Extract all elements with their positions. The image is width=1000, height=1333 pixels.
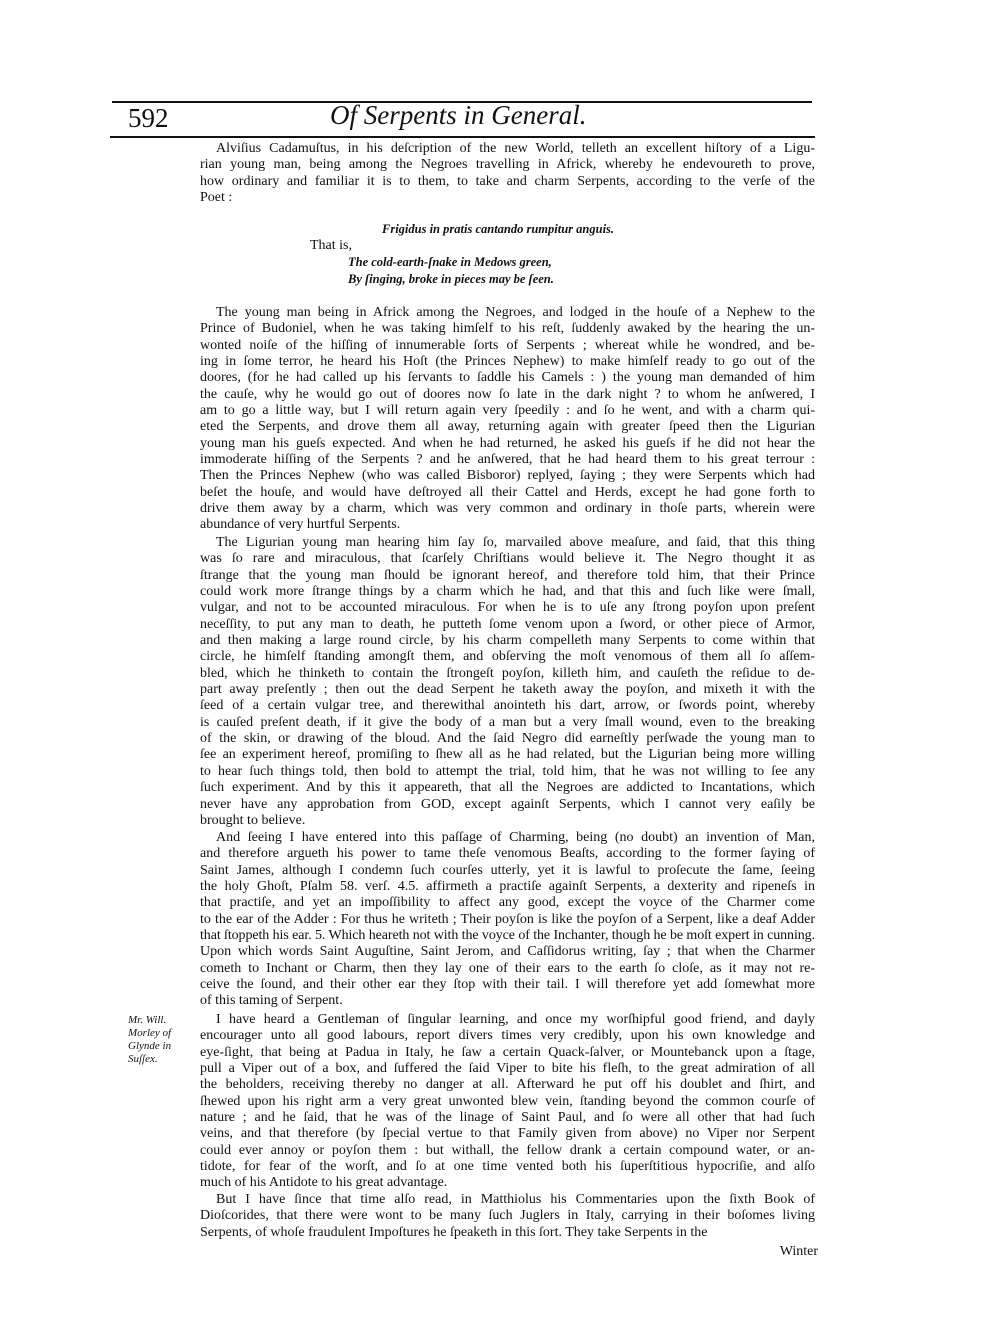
- page-number: 592: [128, 103, 169, 133]
- text-line: drive them away by a charm, which was very common and ordinary in thoſe parts, wherein were: [200, 501, 815, 517]
- text-line: much of his Antidote to his great advantage.: [200, 1175, 448, 1191]
- marginal-note-line: Glynde in: [128, 1040, 172, 1052]
- body-paragraph: [200, 830, 815, 1010]
- text-line: how ordinary and familiar it is to them, to take and charm Serpents, according to the verſe of the: [200, 173, 815, 189]
- text-line: and therefore argueth his power to tame theſe venomous Beaſts, according to the former ſaying of: [200, 846, 815, 862]
- text-line: brought to believe.: [200, 812, 306, 828]
- text-line: to hear ſuch things told, then bold to attempt the trial, told him, that he was not willing to ſee any: [200, 763, 815, 779]
- text-line: But I have ſince that time alſo read, in Matthiolus his Commentaries upon the ſixth Book of: [216, 1192, 815, 1207]
- body-paragraph: [200, 1012, 815, 1192]
- header-rule: [110, 136, 815, 138]
- text-line: the cauſe, why he would go out of doores now ſo late in the dark night ? to whom he anſwered, I: [200, 386, 815, 402]
- text-line: Poet :: [200, 190, 233, 206]
- text-line: and then making a large round circle, by his charm compelleth many Serpents to come within that: [200, 633, 815, 649]
- text-line: immoderate hiſſing of the Serpents ? and he anſwered, that he had heard them to his great terrour :: [200, 452, 815, 468]
- text-line: of the skin, or drawing of the bloud. And the ſaid Negro did earneſtly perſwade the young man to: [200, 731, 815, 747]
- text-line: Dioſcorides, that there were wont to be many ſuch Juglers in Italy, carrying in their boſomes living: [200, 1208, 815, 1224]
- body-paragraph: [200, 305, 815, 534]
- text-line: pull a Viper out of a box, and ſuffered the ſaid Viper to bite his fleſh, to the great admiration of all: [200, 1061, 815, 1077]
- poem-line-1: The cold-earth-ſnake in Medows green,: [348, 255, 552, 269]
- text-line: neceſſity, to put any man to death, he putteth ſome venom upon a ſword, or other piece of Armor,: [200, 616, 815, 632]
- text-line: the holy Ghoſt, Pſalm 58. verſ. 4.5. affirmeth a practiſe againſt Serpents, a dexterity and ripeneſs in: [200, 879, 815, 895]
- text-line: ſuch experiment. And by this it appeareth, that all the Negroes are addicted to Incantations, which: [200, 780, 815, 796]
- text-line: vulgar, and not to be accounted miraculous. For when he is to uſe any ſtrong poyſon upon preſent: [200, 600, 815, 616]
- text-line: nature ; and he ſaid, that he was of the linage of Saint Paul, and ſo were all other that had ſuch: [200, 1110, 815, 1126]
- text-line: ing in ſome terror, he heard his Hoſt (the Princes Nephew) to make himſelf ready to go out of the: [200, 354, 815, 370]
- text-line: I have heard a Gentleman of ſingular learning, and once my worſhipful good friend, and dayly: [216, 1012, 815, 1027]
- poem-line-2: By ſinging, broke in pieces may be ſeen.: [348, 272, 554, 286]
- text-line: The young man being in Africk among the Negroes, and lodged in the houſe of a Nephew to the: [216, 305, 815, 320]
- body-paragraph: [200, 1192, 815, 1241]
- text-line: of this taming of Serpent.: [200, 993, 343, 1009]
- text-line: that ſtoppeth his ear. 5. Which heareth not with the voyce of the Inchanter, though he be moſt expert in cunning.: [200, 928, 815, 944]
- body-paragraph: [200, 535, 815, 829]
- catchword: Winter: [779, 1244, 818, 1259]
- text-line: eye-ſight, that being at Padua in Italy, he ſaw a certain Quack-ſalver, or Mountebanck upon a ſtage,: [200, 1044, 815, 1060]
- text-line: is cauſed preſent death, if it give the body of a man but a very ſmall wound, even to the breaking: [200, 714, 815, 730]
- text-line: encourager unto all good labours, report divers times very credibly, upon his own knowledge and: [200, 1028, 815, 1044]
- text-line: ſhewed upon his right arm a very great unwonted blew vein, ſtanding beyond the common courſe of: [200, 1093, 815, 1109]
- text-line: Prince of Budoniel, when he was taking himſelf to his reſt, ſuddenly awaked by the hearing the un-: [200, 321, 815, 337]
- poem-that-is: That is,: [310, 238, 352, 253]
- text-line: bled, which he thinketh to contain the ſtrongeſt poyſon, killeth him, and cauſeth the reſidue to de-: [200, 665, 815, 681]
- text-line: ſtrange that the young man ſhould be ignorant hereof, and therefore told him, that their Prince: [200, 567, 815, 583]
- text-line: never have any approbation from GOD, except againſt Serpents, which I cannot very eaſily be: [200, 796, 815, 812]
- text-line: circle, he himſelf ſtanding amongſt them, and obſerving the moſt venomous of them all ſo aſſem-: [200, 649, 815, 665]
- text-line: young man his gueſs expected. And when he had returned, he asked his gueſs if he did not hear the: [200, 435, 815, 451]
- text-line: that practiſe, and yet an impoſſibility to affect any good, except the voyce of the Charmer come: [200, 895, 815, 911]
- text-line: was ſo rare and miraculous, that ſcarſely Chriſtians would believe it. The Negro thought it as: [200, 551, 815, 567]
- text-line: ſee an experiment hereof, promiſing to ſhew all as he had related, but the Ligurian being more willing: [200, 747, 815, 763]
- text-line: am to go a little way, but I will return again very ſpeedily : and ſo he went, and with a charm qui-: [200, 403, 815, 419]
- text-line: abundance of very hurtful Serpents.: [200, 517, 401, 533]
- text-line: eted the Serpents, and drove them all away, returning again with greater ſpeed then the Ligurian: [200, 419, 815, 435]
- text-line: ſeed of a certain vulgar tree, and therewithal anointeth his dart, arrow, or ſwords point, whereby: [200, 698, 815, 714]
- text-line: the beholders, receiving thereby no danger at all. Afterward he put off his doublet and ſhirt, and: [200, 1077, 815, 1093]
- page-title: Of Serpents in General.: [330, 100, 587, 130]
- text-line: Alviſius Cadamuſtus, in his deſcription of the new World, telleth an excellent hiſtory of a Ligu-: [216, 141, 815, 156]
- text-line: beſet the houſe, and would have deſtroyed all their Cattel and Herds, except he had gone forth to: [200, 484, 815, 500]
- text-line: The Ligurian young man hearing him ſay ſo, marvailed above meaſure, and ſaid, that this thing: [216, 535, 815, 550]
- text-line: doores, (for he had called up his ſervants to ſaddle his Camels : ) the young man demanded of him: [200, 370, 815, 386]
- text-line: to the ear of the Adder : For thus he writeth ; Their poyſon is like the poyſon of a Serpent, like a deaf Adder: [200, 911, 815, 927]
- text-line: cometh to Inchant or Charm, then they lay one of their ears to the earth ſo cloſe, as it may not re-: [200, 960, 815, 976]
- text-line: could work more ſtrange things by a charm which he had, and that this and ſuch like were ſmall,: [200, 584, 815, 600]
- marginal-note-line: Suſſex.: [128, 1053, 158, 1065]
- text-line: rian young man, being among the Negroes travelling in Africk, whereby he endevoureth to prove,: [200, 157, 815, 173]
- intro-paragraph: [200, 141, 815, 206]
- marginal-note-line: Mr. Will.: [128, 1014, 167, 1026]
- marginal-note: [128, 1014, 171, 1066]
- marginal-note-line: Morley of: [128, 1027, 172, 1039]
- poem-latin: Frigidus in pratis cantando rumpitur anguis.: [382, 222, 615, 236]
- text-line: ceive the ſound, and their other ear they ſtop with their tail. I will therefore yet add ſomewhat more: [200, 977, 815, 993]
- text-line: Then the Princes Nephew (who was called Bisboror) replyed, ſaying ; they were Serpents which had: [200, 468, 815, 484]
- text-line: could ever annoy or poyſon them : but withall, the fellow drank a certain compound water, or an-: [200, 1142, 815, 1158]
- text-line: veins, and that therefore (by ſpecial vertue to that Family given from above) no Viper nor Serpent: [200, 1126, 815, 1142]
- text-line: And ſeeing I have entered into this paſſage of Charming, being (no doubt) an invention of Man,: [216, 830, 815, 845]
- text-line: Upon which words Saint Auguſtine, Saint Jerom, and Caſſidorus writing, ſay ; that when the Charmer: [200, 944, 815, 960]
- text-line: part away preſently ; then out the dead Serpent he taketh away the poyſon, and mixeth it with the: [200, 682, 815, 698]
- text-line: Saint James, although I condemn ſuch courſes utterly, yet it is lawful to proſecute the ſame, ſeeing: [200, 862, 815, 878]
- text-line: Serpents, of whoſe fraudulent Impoſtures he ſpeaketh in this ſort. They take Serpents in the: [200, 1224, 708, 1240]
- text-line: wonted noiſe of the hiſſing of innumerable ſorts of Serpents ; whereat while he wondred, and be-: [200, 337, 815, 353]
- text-line: tidote, for fear of the worſt, and ſo at one time vented both his ſuperſtitious hypocriſie, and alſo: [200, 1159, 815, 1175]
